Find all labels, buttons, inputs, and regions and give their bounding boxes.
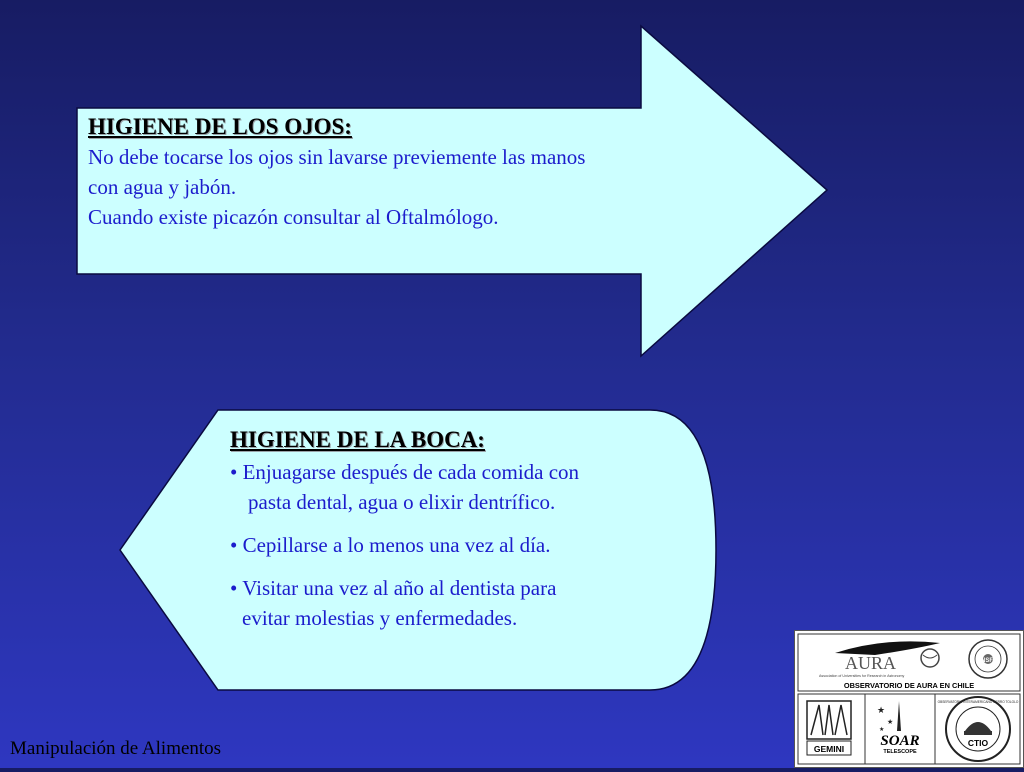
nsf-seal-label: NSF: [981, 658, 993, 664]
mouth-text-block: [230, 425, 670, 633]
eyes-text-block: [88, 112, 708, 232]
observatory-logo-panel: [794, 630, 1024, 768]
aura-wordmark: AURA: [845, 653, 897, 673]
svg-text:★: ★: [887, 718, 894, 726]
soar-wordmark: SOAR: [880, 733, 920, 749]
svg-text:★: ★: [879, 727, 885, 733]
mouth-bullet-1: [230, 457, 670, 517]
footer-title: Manipulación de Alimentos: [10, 738, 222, 759]
eyes-line-3: Cuando existe picazón consultar al Oftalmólogo.: [88, 205, 499, 229]
aura-subtitle: Association of Universities for Research in Astronomy: [819, 674, 905, 678]
logos-artwork: [795, 631, 1023, 767]
mouth-bullet-3-line-2: evitar molestias y enfermedades.: [242, 606, 518, 630]
eyes-line-1: No debe tocarse los ojos sin lavarse previemente las manos: [88, 145, 586, 169]
mouth-bullet-2: [230, 530, 670, 560]
mouth-bullet-2-line-1: • Cepillarse a lo menos una vez al día.: [230, 533, 551, 557]
gemini-label: GEMINI: [813, 744, 845, 754]
mouth-bullet-1-line-1: • Enjuagarse después de cada comida con: [230, 460, 580, 484]
soar-subtitle: TELESCOPE: [883, 749, 917, 755]
eyes-heading: HIGIENE DE LOS OJOS:: [88, 114, 352, 139]
ctio-label: CTIO: [967, 738, 989, 748]
mouth-bullet-1-line-2: pasta dental, agua o elixir dentrífico.: [248, 490, 556, 514]
mouth-bullet-3: [230, 573, 670, 633]
svg-text:★: ★: [877, 705, 886, 715]
mouth-heading: HIGIENE DE LA BOCA:: [230, 427, 485, 452]
observatorio-label: OBSERVATORIO DE AURA EN CHILE: [843, 681, 975, 690]
mouth-bullet-3-line-1: • Visitar una vez al año al dentista para: [230, 576, 557, 600]
eyes-line-2: con agua y jabón.: [88, 175, 237, 199]
ctio-ring-text: OBSERVATORIO INTERAMERICANO CERRO TOLOLO: [937, 700, 1019, 704]
